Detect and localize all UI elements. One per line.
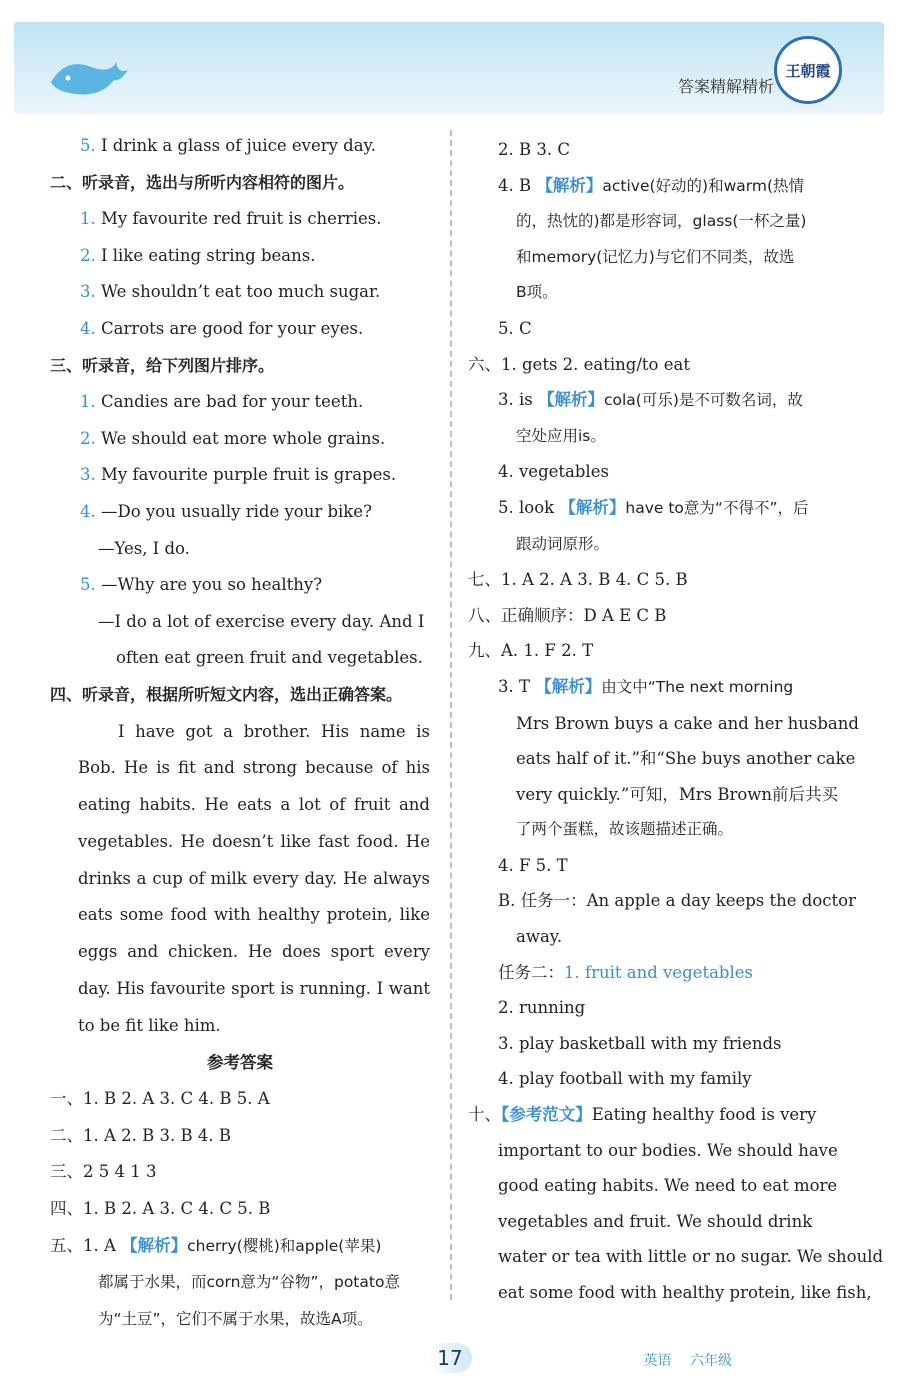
answer-line: B项。 [516,283,558,302]
answer-line: 七、1. A 2. A 3. B 4. C 5. B [468,570,688,590]
answer-line: good eating habits. We need to eat more [498,1176,838,1196]
listening-line: 4. —Do you usually ride your bike? [80,501,372,521]
answer-line: 四、1. B 2. A 3. C 4. C 5. B [50,1199,271,1219]
listening-line: 3. We shouldn’t eat too much sugar. [80,282,381,302]
answer-line: 三、2 5 4 1 3 [50,1162,157,1182]
sample-essay-tag: 【参考范文】 [501,1105,592,1125]
header-title: 答案精解精析 [677,77,774,96]
answer-line: 跟动词原形。 [516,534,610,553]
answer-line: 4. B 【解析】active(好动的)和warm(热情 [498,175,805,195]
listening-line: 3. My favourite purple fruit is grapes. [80,465,397,485]
answer-line: very quickly.”可知，Mrs Brown前后共买 [516,784,839,804]
page-number: 17 [428,1343,472,1373]
answer-line: 3. T 【解析】由文中“The next morning [498,676,794,696]
answer-line: 5. C [498,318,532,338]
footer-subject: 英语 [643,1353,672,1369]
answer-line: eats half of it.”和“She buys another cake [516,749,856,769]
answer-line: 六、1. gets 2. eating/to eat [468,354,690,374]
item-number: 5. [80,136,101,155]
answer-line: 的，热忱的)都是形容词，glass(一杯之量) [516,212,807,231]
analysis-tag: 【解析】 [121,1235,188,1255]
answer-line: 4. F 5. T [498,855,568,875]
section-heading: 二、听录音，选出与所听内容相符的图片。 [50,172,355,192]
answer-line: important to our bodies. We should have [498,1140,838,1160]
answer-line: 为“土豆”，它们不属于水果，故选A项。 [98,1309,373,1328]
listening-line: often eat green fruit and vegetables. [116,648,423,668]
answer-line: 空处应用is。 [516,426,606,445]
answer-line: 任务二：1. fruit and vegetables [498,962,753,982]
listening-line: —I do a lot of exercise every day. And I [98,611,425,631]
listening-line: 4. Carrots are good for your eyes. [80,318,364,338]
answer-line: 十、【参考范文】Eating healthy food is very [468,1105,817,1125]
answer-line: 了两个蛋糕，故该题描述正确。 [516,820,734,839]
answer-line: 都属于水果，而corn意为“谷物”，potato意 [98,1273,400,1292]
answer-line: 二、1. A 2. B 3. B 4. B [50,1125,231,1145]
brand-logo [774,36,842,104]
analysis-tag: 【解析】 [536,175,603,195]
answer-line: 3. is 【解析】cola(可乐)是不可数名词，故 [498,390,803,410]
answer-line: 五、1. A 【解析】cherry(樱桃)和apple(苹果) [50,1235,382,1255]
answer-line: 4. play football with my family [498,1069,752,1089]
answer-line: 一、1. B 2. A 3. C 4. B 5. A [50,1089,270,1109]
answer-line: vegetables and fruit. We should drink [498,1211,813,1231]
column-divider [450,130,452,1300]
listening-line: 2. I like eating string beans. [80,245,316,265]
answer-line: eat some food with healthy protein, like fish, [498,1283,872,1302]
answer-line: 和memory(记忆力)与它们不同类，故选 [516,247,795,266]
answer-line: water or tea with little or no sugar. We should [498,1247,884,1267]
answer-line: 2. running [498,998,586,1018]
answer-line: 八、正确顺序：D A E C B [468,605,667,625]
footer-info [630,1350,732,1370]
page-header [14,22,884,114]
footer-grade: 六年级 [690,1353,732,1369]
listening-passage: I have got a brother. His name is Bob. He is fit and strong because of his eating habits. He eats a lot of fruit and vegetables. He doesn’t like fast food. He drinks a cup of milk every day. He always eats some food with healthy protein, like eggs and chicken. He does sport every day. His favourite sport is running. I want to be fit like him. [78,721,430,1035]
answer-line: away. [516,927,563,947]
section-heading: 四、听录音，根据所听短文内容，选出正确答案。 [50,684,403,704]
line-text: I drink a glass of juice every day. [101,136,376,155]
listening-line: —Yes, I do. [98,538,190,558]
analysis-tag: 【解析】 [537,390,604,410]
section-heading: 三、听录音，给下列图片排序。 [50,355,275,375]
answers-title: 参考答案 [207,1052,273,1072]
logo-text: 王朝霞 [785,61,831,80]
whale-icon [46,52,136,102]
answer-line: 2. B 3. C [498,140,570,159]
answer-line: Mrs Brown buys a cake and her husband [516,713,859,733]
analysis-tag: 【解析】 [559,497,626,517]
listening-line: 5. —Why are you so healthy? [80,575,323,595]
listening-line: 1. My favourite red fruit is cherries. [80,209,382,229]
analysis-tag: 【解析】 [535,676,602,696]
answer-line: B. 任务一：An apple a day keeps the doctor [498,891,856,911]
listening-line: 1. Candies are bad for your teeth. [80,392,364,412]
right-column [468,132,884,1311]
listening-line: 2. We should eat more whole grains. [80,428,386,448]
listening-line [50,128,430,165]
answer-line: 5. look 【解析】have to意为“不得不”，后 [498,497,809,517]
answer-line: 九、A. 1. F 2. T [468,641,594,661]
answer-line: 4. vegetables [498,462,609,482]
answer-line: 3. play basketball with my friends [498,1033,782,1053]
left-column [50,128,430,1337]
